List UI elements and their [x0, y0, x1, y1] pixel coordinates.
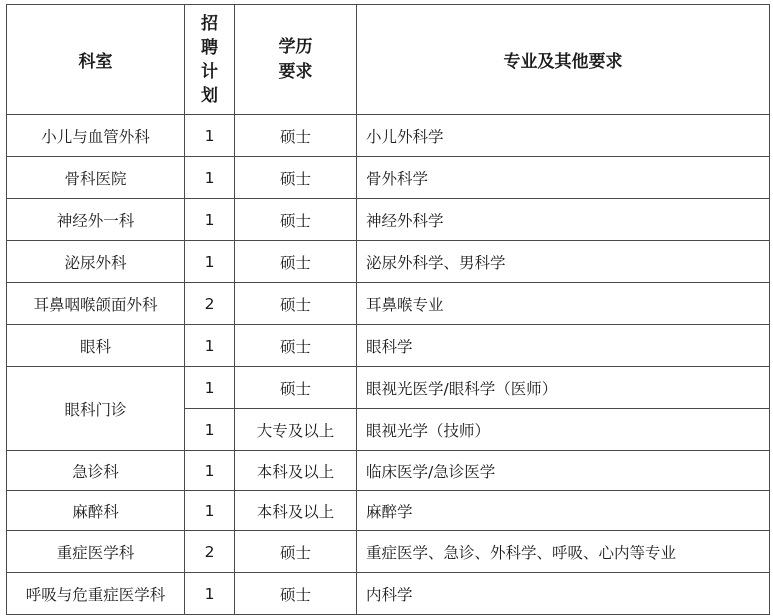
- table-row: [7, 283, 770, 325]
- header-plan-char: 聘: [201, 37, 218, 58]
- dept-cell: 耳鼻咽喉颌面外科: [7, 283, 185, 325]
- plan-cell: 2: [185, 531, 235, 573]
- plan-cell: 1: [185, 451, 235, 491]
- plan-cell: 1: [185, 573, 235, 615]
- edu-cell: 硕士: [235, 531, 357, 573]
- header-plan-char: 招: [201, 13, 218, 34]
- req-cell: 骨外科学: [357, 157, 770, 199]
- table-row: [7, 531, 770, 573]
- req-cell: 眼科学: [357, 325, 770, 367]
- header-row: [7, 5, 770, 115]
- table-row: [7, 325, 770, 367]
- table-row: [7, 491, 770, 531]
- dept-cell: 骨科医院: [7, 157, 185, 199]
- plan-cell: 1: [185, 409, 235, 451]
- plan-cell: 1: [185, 157, 235, 199]
- plan-cell: 1: [185, 325, 235, 367]
- req-cell: 重症医学、急诊、外科学、呼吸、心内等专业: [357, 531, 770, 573]
- dept-cell: 神经外一科: [7, 199, 185, 241]
- req-cell: 眼视光学（技师）: [357, 409, 770, 451]
- dept-cell: 呼吸与危重症医学科: [7, 573, 185, 615]
- recruitment-table: [6, 4, 770, 615]
- table-row: [7, 241, 770, 283]
- header-dept: 科室: [7, 5, 185, 115]
- edu-cell: 硕士: [235, 157, 357, 199]
- dept-cell: 麻醉科: [7, 491, 185, 531]
- table-row: [7, 157, 770, 199]
- dept-cell: 小儿与血管外科: [7, 115, 185, 157]
- plan-cell: 1: [185, 491, 235, 531]
- header-req: 专业及其他要求: [357, 5, 770, 115]
- plan-cell: 1: [185, 367, 235, 409]
- edu-cell: 硕士: [235, 241, 357, 283]
- header-edu: [235, 5, 357, 115]
- dept-cell: 重症医学科: [7, 531, 185, 573]
- plan-cell: 1: [185, 241, 235, 283]
- edu-cell: 本科及以上: [235, 451, 357, 491]
- edu-cell: 硕士: [235, 115, 357, 157]
- edu-cell: 硕士: [235, 325, 357, 367]
- edu-cell: 硕士: [235, 573, 357, 615]
- req-cell: 眼视光医学/眼科学（医师）: [357, 367, 770, 409]
- dept-cell: 泌尿外科: [7, 241, 185, 283]
- table-row: [7, 199, 770, 241]
- req-cell: 泌尿外科学、男科学: [357, 241, 770, 283]
- edu-cell: 硕士: [235, 199, 357, 241]
- table-row: [7, 115, 770, 157]
- plan-cell: 1: [185, 199, 235, 241]
- header-edu-line: 要求: [278, 61, 313, 82]
- req-cell: 临床医学/急诊医学: [357, 451, 770, 491]
- req-cell: 麻醉学: [357, 491, 770, 531]
- plan-cell: 2: [185, 283, 235, 325]
- edu-cell: 本科及以上: [235, 491, 357, 531]
- edu-cell: 硕士: [235, 367, 357, 409]
- dept-cell: 眼科: [7, 325, 185, 367]
- dept-cell: 急诊科: [7, 451, 185, 491]
- header-plan-char: 划: [201, 85, 218, 106]
- table-row: [7, 367, 770, 409]
- header-plan: [185, 5, 235, 115]
- edu-cell: 硕士: [235, 283, 357, 325]
- table-row: [7, 451, 770, 491]
- req-cell: 耳鼻喉专业: [357, 283, 770, 325]
- edu-cell: 大专及以上: [235, 409, 357, 451]
- dept-cell: 眼科门诊: [7, 367, 185, 451]
- header-plan-char: 计: [201, 61, 218, 82]
- header-edu-line: 学历: [278, 36, 313, 57]
- table-row: [7, 573, 770, 615]
- req-cell: 小儿外科学: [357, 115, 770, 157]
- plan-cell: 1: [185, 115, 235, 157]
- req-cell: 内科学: [357, 573, 770, 615]
- req-cell: 神经外科学: [357, 199, 770, 241]
